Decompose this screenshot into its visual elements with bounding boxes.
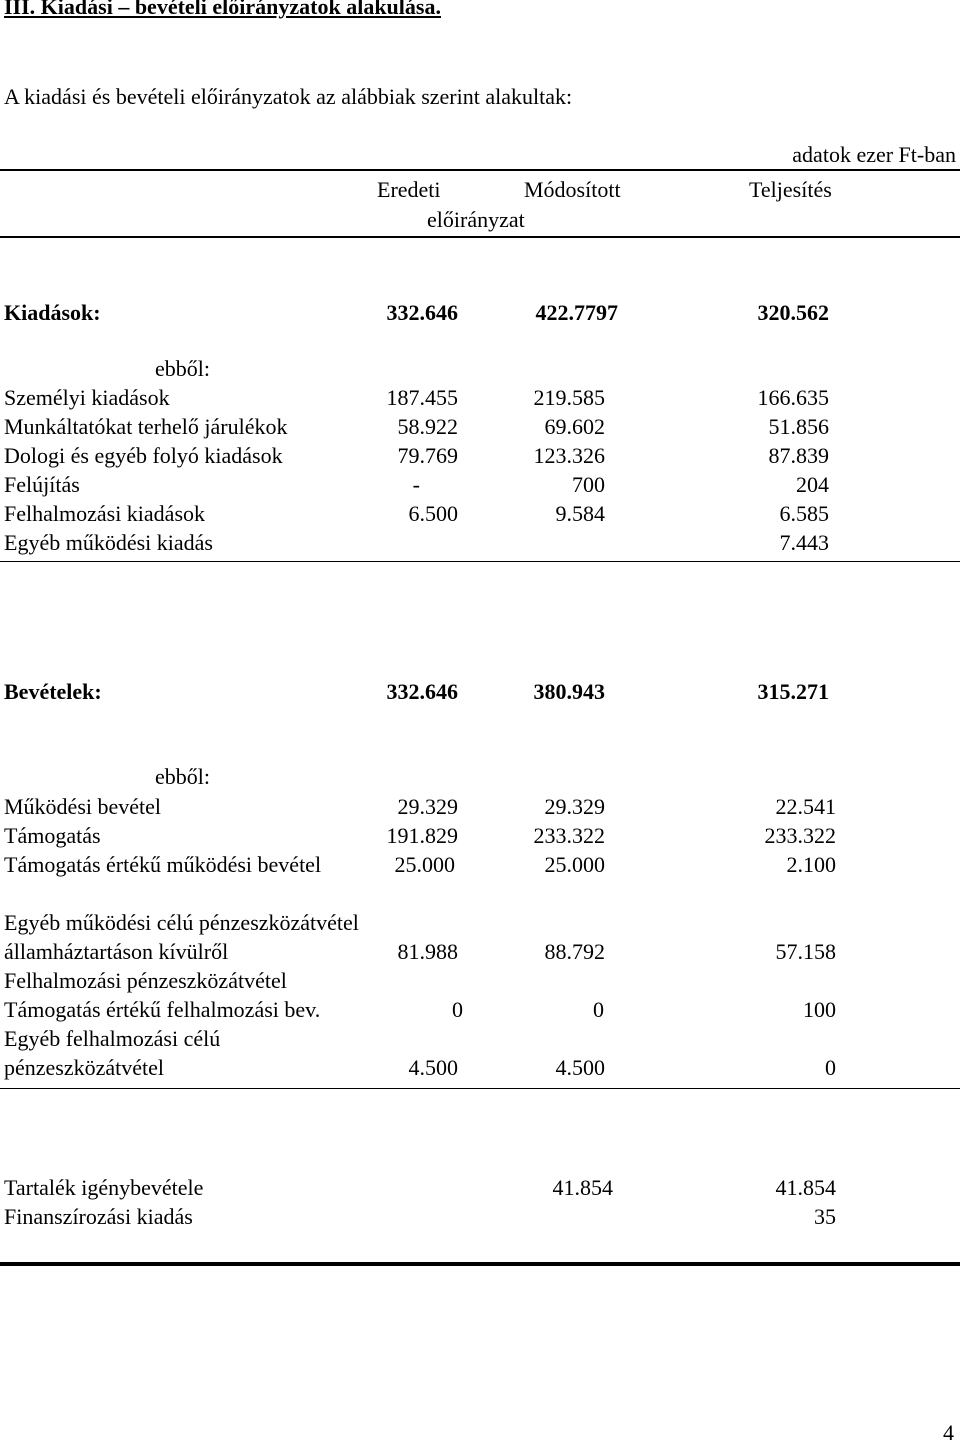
row-label: Támogatás	[4, 823, 101, 848]
row-eredeti: 191.829	[386, 823, 458, 848]
row-label: Finanszírozási kiadás	[4, 1204, 193, 1229]
row-teljesites: 51.856	[768, 414, 829, 439]
row-teljesites: 2.100	[786, 852, 836, 877]
column-header-eloiranyzat: előirányzat	[427, 207, 525, 232]
intro-text: A kiadási és bevételi előirányzatok az alábbiak szerint alakultak:	[4, 84, 573, 109]
row-label: Felújítás	[4, 472, 80, 497]
row-label: Személyi kiadások	[4, 385, 170, 410]
column-header-eredeti: Eredeti	[377, 177, 441, 202]
kiadasok-ebbol-label: ebből:	[155, 356, 210, 381]
row-modositott: 0	[593, 997, 604, 1022]
row-teljesites: 7.443	[779, 530, 829, 555]
kiadasok-eredeti: 332.646	[386, 300, 458, 325]
row-modositott: 25.000	[544, 852, 605, 877]
row-label: Működési bevétel	[4, 794, 162, 819]
row-teljesites: 6.585	[779, 501, 829, 526]
kiadasok-modositott: 422.7797	[535, 300, 618, 325]
row-modositott: 88.792	[544, 939, 605, 964]
row-eredeti: 4.500	[408, 1055, 458, 1080]
row-teljesites: 100	[803, 997, 836, 1022]
row-label: pénzeszközátvétel	[4, 1055, 165, 1080]
row-teljesites: 22.541	[775, 794, 836, 819]
row-label: Tartalék igénybevétele	[4, 1175, 204, 1200]
row-label: Támogatás értékű felhalmozási bev.	[4, 997, 321, 1022]
row-modositott: 233.322	[533, 823, 605, 848]
row-eredeti: 0	[452, 997, 463, 1022]
row-eredeti: -	[412, 472, 420, 497]
row-label: Egyéb felhalmozási célú	[4, 1026, 221, 1051]
row-eredeti: 25.000	[394, 852, 455, 877]
bevetelek-ebbol-label: ebből:	[155, 764, 210, 789]
header-bottom-rule	[0, 236, 960, 238]
row-label: Felhalmozási kiadások	[4, 501, 206, 526]
row-modositott: 29.329	[544, 794, 605, 819]
kiadasok-bottom-rule	[0, 561, 960, 562]
row-eredeti: 81.988	[397, 939, 458, 964]
row-modositott: 69.602	[544, 414, 605, 439]
row-teljesites: 35	[814, 1204, 836, 1229]
row-modositott: 41.854	[552, 1175, 613, 1200]
bevetelek-eredeti: 332.646	[386, 679, 458, 704]
row-teljesites: 57.158	[775, 939, 836, 964]
row-teljesites: 233.322	[764, 823, 836, 848]
row-label: Egyéb működési kiadás	[4, 530, 213, 555]
row-eredeti: 29.329	[397, 794, 458, 819]
bevetelek-modositott: 380.943	[533, 679, 605, 704]
unit-note: adatok ezer Ft-ban	[792, 142, 956, 167]
row-eredeti: 58.922	[397, 414, 458, 439]
bevetelek-teljesites: 315.271	[757, 679, 829, 704]
row-teljesites: 204	[796, 472, 829, 497]
bevetelek-label: Bevételek:	[4, 679, 102, 704]
table-end-rule	[0, 1262, 960, 1266]
row-label: Munkáltatókat terhelő járulékok	[4, 414, 288, 439]
header-top-rule	[0, 169, 960, 171]
row-teljesites: 41.854	[775, 1175, 836, 1200]
kiadasok-label: Kiadások:	[4, 300, 101, 325]
page-number: 4	[943, 1420, 954, 1445]
kiadasok-teljesites: 320.562	[757, 300, 829, 325]
row-eredeti: 6.500	[408, 501, 458, 526]
row-eredeti: 187.455	[386, 385, 458, 410]
row-modositott: 700	[572, 472, 605, 497]
bevetelek-bottom-rule	[0, 1088, 960, 1089]
row-teljesites: 87.839	[768, 443, 829, 468]
row-teljesites: 166.635	[757, 385, 829, 410]
row-label: Egyéb működési célú pénzeszközátvétel	[4, 910, 359, 935]
row-label: Felhalmozási pénzeszközátvétel	[4, 968, 287, 993]
row-label: Támogatás értékű működési bevétel	[4, 852, 322, 877]
row-modositott: 4.500	[555, 1055, 605, 1080]
row-modositott: 219.585	[533, 385, 605, 410]
section-heading: III. Kiadási – bevételi előirányzatok alakulása.	[4, 0, 441, 19]
row-label: államháztartáson kívülről	[4, 939, 229, 964]
column-header-modositott: Módosított	[524, 177, 621, 202]
row-modositott: 123.326	[533, 443, 605, 468]
row-eredeti: 79.769	[397, 443, 458, 468]
row-modositott: 9.584	[555, 501, 605, 526]
row-label: Dologi és egyéb folyó kiadások	[4, 443, 283, 468]
row-teljesites: 0	[825, 1055, 836, 1080]
column-header-teljesites: Teljesítés	[749, 177, 832, 202]
